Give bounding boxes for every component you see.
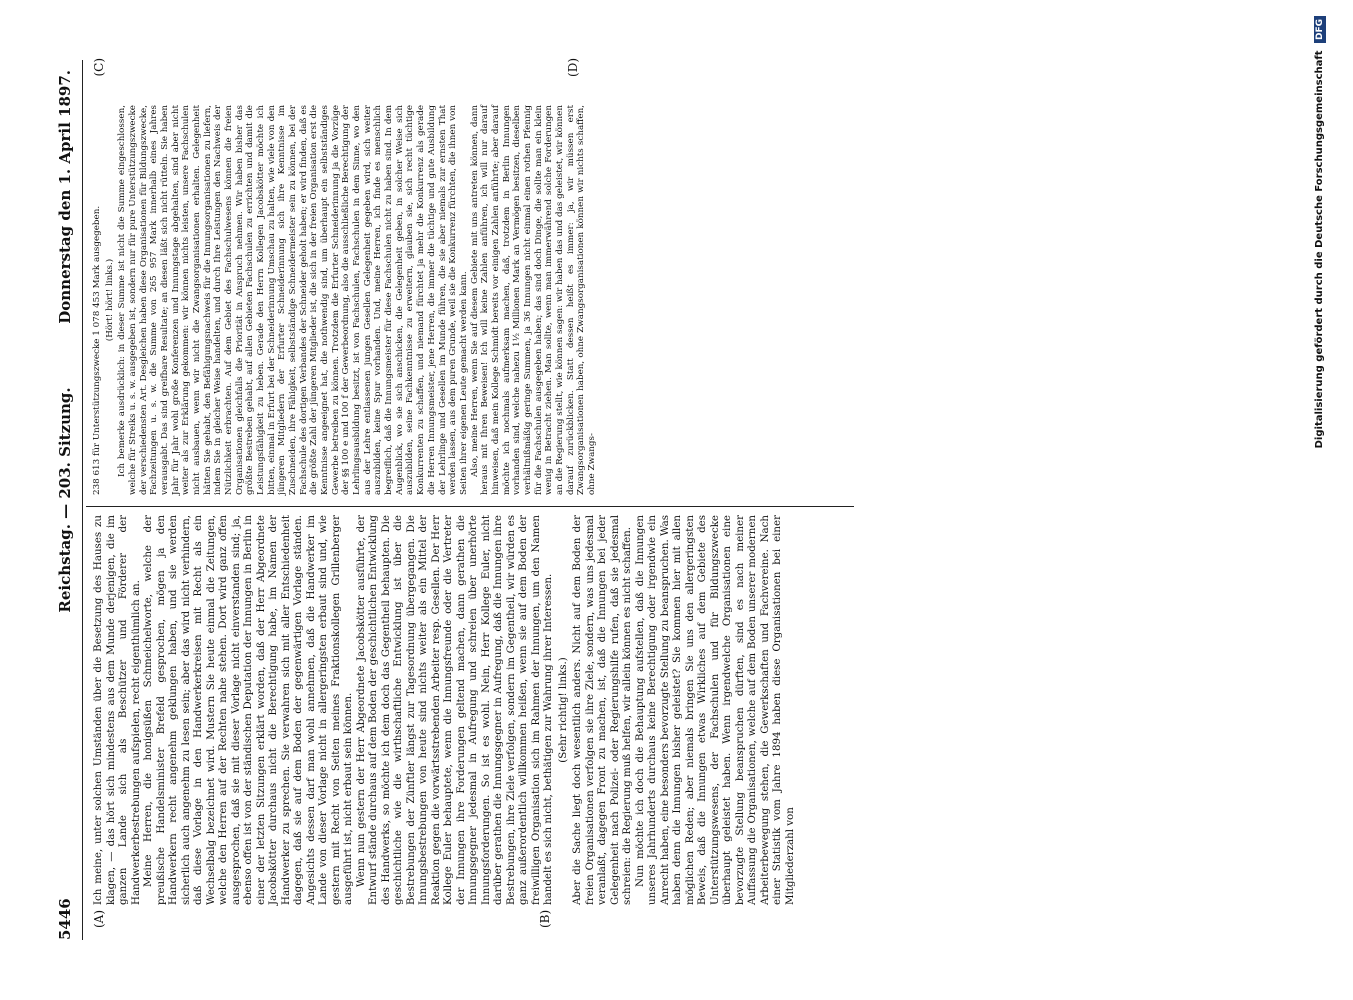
credit-text: Digitalisierung gefördert durch die Deutsche Forschungsgemeinschaft: [1314, 50, 1325, 449]
paragraph: Wenn nun gestern der Herr Abgeordnete Jacobskötter ausführte, der Entwurf stände durchaus auf dem Boden der geschichtlichen Entwicklung des Handwerks, so möchte ich dem doch das Gegentheil behaupten. Die geschichtliche wie die wirthschaftliche Entwicklung ist über die Bestrebungen der Zünftler längst zur Tagesordnung übergegangen. Die Innungsbestrebungen von heute sind nichts weiter als ein Mittel der Reaktion gegen die vorwärtsstrebenden Arbeiter resp. Gesellen. Der Herr Kollege Euler behauptete, wenn die Innungsfreunde oder die Vertreter der Innungen ihre Forderungen geltend machen, dann gerathen die Innungsgegner jedesmal in Aufregung und schreien über unerhörte Innungsforderungen. So ist es wohl. Nein, Herr Kollege Euler, nicht darüber gerathen die Innungsgegner in Aufregung, daß die Innungen ihre Bestrebungen, ihre Ziele verfolgen, sondern im Gegentheil, wir würden es ganz außerordentlich willkommen heißen, wenn sie auf dem Boden der freiwilligen Organisation sich im Rahmen der Innungen, um den Namen handelt es sich nicht, bethätigen zur Wahrung ihrer Interessen.: [354, 515, 554, 905]
paragraph: Nun möchte ich doch die Behauptung aufstellen, daß die Innungen unseres Jahrhunderts durchaus keine Berechtigung oder irgendwie ein Anrecht haben, eine besonders bevorzugte Stellung zu beanspruchen. Was haben denn die Innungen bisher geleistet? Sie kommen hier mit allen möglichen Reden; aber niemals bringen Sie uns den allergeringsten Beweis, daß die Innungen etwas Wirkliches auf dem Gebiete des Unterstützungswesens, der Fachschulen und für Bildungszwecke überhaupt geleistet haben. Wenn irgendwelche Organisationen eine bevorzugte Stellung beanspruchen dürften, sind es nach meiner Auffassung die Organisationen, welche auf dem Boden unserer modernen Arbeiterbewegung stehen, die Gewerkschaften und Fachvereine. Nach einer Statistik vom Jahre 1894 haben diese Organisationen bei einer Mitgliederzahl von: [633, 515, 796, 905]
running-title: Reichstag. — 203. Sitzung.: [56, 387, 74, 613]
paragraph: 238 613 für Unterstützungszwecke 1 078 453 Mark ausgegeben.: [92, 205, 102, 495]
margin-mark-d: (D): [566, 58, 580, 77]
interjection: (Sehr richtig! links.): [556, 657, 569, 763]
margin-mark-c: (C): [92, 58, 106, 77]
page-number: 5446: [56, 898, 74, 940]
digitization-credit: [1314, 16, 1326, 448]
header-rule: [82, 60, 83, 940]
paragraph: Meine Herren, die honigsüßen Schmeichelworte, welche der preußische Handelsminister Brefeld gesprochen, mögen ja den Handwerkern recht angenehm geklungen haben, und sie werden sicherlich auch angenehm zu lesen sein; aber das wird nicht verhindern, daß diese Vorlage in den Handwerkerkreisen mit Recht als ein Wechselbalg bezeichnet wird. Mustern Sie heute einmal die Zeitungen, welche den Herren auf der Rechten nahe stehen. Dort wird ganz offen ausgesprochen, daß sie mit dieser Vorlage nicht einverstanden sind; ja, ebenso offen ist von der ständischen Deputation der Innungen in Berlin in einer der letzten Sitzungen erklärt worden, daß der Herr Abgeordnete Jacobskötter durchaus nicht die Berechtigung habe, im Namen der Handwerker zu sprechen. Sie verwahren sich mit aller Entschiedenheit dagegen, daß sie auf dem Boden der gegenwärtigen Vorlage ständen. Angesichts dessen darf man wohl annehmen, daß die Handwerker im Lande von dieser Vorlage nicht in allergeringsten erbaut sind und, wie gestern mit Recht von Seiten meines Fraktionskollegen Grillenberger ausgeführt ist, nicht erbaut sein können.: [142, 515, 354, 905]
paragraph: Aber die Sache liegt doch wesentlich anders. Nicht auf dem Boden der freien Organisationen verfolgen sie ihre Ziele, sondern, was uns jedesmal veranlaßt, dagegen Front zu machen, ist, daß die Innungen bei jeder Gelegenheit nach Polizei- oder Regierungshilfe rufen, daß sie jedesmal schreien: die Regierung muß helfen, wir allein können es nicht schaffen.: [571, 515, 633, 905]
margin-mark-b: (B): [538, 909, 552, 928]
paragraph: Ich meine, unter solchen Umständen über die Besetzung des Hauses zu klagen, — das hört sich mindestens aus dem Munde derjenigen, die im ganzen Lande sich als Beschützer und Förderer der Handwerkerbestrebungen aufspielen, recht eigenthümlich an.: [92, 515, 142, 905]
right-text-column: [92, 105, 612, 495]
dfg-logo: DFG: [1314, 16, 1326, 43]
paragraph: Ich bemerke ausdrücklich: in dieser Summe ist nicht die Summe eingeschlossen, welche für Streiks u. s. w. ausgegeben ist, sondern nur für pure Unterstützungszwecke der verschiedensten Art. Desgleichen haben diese Organisationen für Bildungszwecke, Fachzeitungen u. s. w. die Summe von 265 957 Mark innerhalb eines Jahres verausgabt. Das sind greifbare Resultate; an diesen läßt sich nicht rütteln. Sie haben Jahr für Jahr wohl große Konferenzen und Innungstage abgehalten, sind aber nicht weiter als zur Erklärung gekommen: wir können nichts leisten, unsere Fachschulen nicht ausbauen, wenn wir nicht die Zwangsorganisationen erhalten. Gelegenheit hätten Sie gehabt, den Befähigungsnachweis für die Innungsorganisationen zu liefern, indem Sie in gleicher Weise handelten, und durch Ihre Leistungen den Nachweis der Nützlichkeit erbrachten. Auf dem Gebiet des Fachschulwesens können die freien Organisationen gleichfalls die Priorität in Anspruch nehmen. Wir haben bisher das größte Bestreben gehabt, auf allen Gebieten Fachschulen zu errichten und damit die Leistungsfähigkeit zu heben. Gerade den Herrn Kollegen Jacobskötter möchte ich bitten, einmal in Erfurt bei der Schneiderinnung Umschau zu halten, wie viele von den jüngeren Mitgliedern der Erfurter Schneiderinnung sich ihre Kenntnisse im Zuschneiden, ihre Fähigkeit, selbstständige Schneidermeister sein zu können, bei der Fachschule des dortigen Verbandes der Schneider geholt haben; er wird finden, daß es die größte Zahl der jüngeren Mitglieder ist, die sich in der freien Organisation erst die Kenntnisse angeeignet hat, die nothwendig sind, um überhaupt ein selbstständiges Gewerbe betreiben zu können. Trotzdem die Erfurter Schneiderinnung ja die Vorzüge der §§ 100 e und 100 f der Gewerbeordnung, also die ausschließliche Berechtigung der Lehrlingsausbildung besitzt, ist von Fachschulen, Fachschulen in dem Sinne, wo den aus der Lehre entlassenen jungen Gesellen Gelegenheit gegeben wird, sich weiter auszubilden, keine Spur vorhanden. Und, meine Herren, ich finde es menschlich begreiflich, daß die Innungsmeister für diese Fachschulen nicht zu haben sind. In dem Augenblick, wo sie sich anschicken, die Gelegenheit geben, in solcher Weise sich auszubilden, seine Fachkenntnisse zu erweitern, glauben sie, sich recht tüchtige Konkurrenten zu schaffen, und niemand fürchtet ja mehr die Konkurrenz als gerade die Herren Innungsmeister, jene Herren, die immer die tüchtige und gute Ausbildung der Lehrlinge und Gesellen im Munde führen, die sie aber niemals zur ernsten That werden lassen, aus dem puren Grunde, weil sie die Konkurrenz fürchten, die ihnen von Seiten ihrer eigenen Leute gemacht werden kann.: [117, 105, 469, 495]
session-date: Donnerstag den 1. April 1897.: [56, 70, 74, 324]
interjection: (Hört! hört! links.): [104, 258, 115, 342]
paragraph: Also, meine Herren, wenn Sie auf diesem Gebiete mit uns antreten können, dann heraus mit Ihren Beweisen! Ich will keine Zahlen anführen, ich will nur darauf hinweisen, daß mein Kollege Schmidt bereits vor einigen Zahlen anführte; aber darauf möchte ich nochmals aufmerksam machen, daß, trotzdem in Berlin Innungen vorhanden sind, welche nahezu 1½ Millionen Mark an Vermögen besitzen, dieselben verhältnißmäßig geringe Summen, ja 36 Innungen nicht einmal einen rothen Pfennig für die Fachschulen ausgegeben haben; das sind doch Dinge, die sollte man ein klein wenig in Betracht ziehen. Man sollte, wenn man immerwährend solche Forderungen an die Regierung stellt, wie können sagen: wir haben das und das geleistet, wir können darauf zurückblicken. Statt dessen heißt es immer: ja, wir müssen erst Zwangsorganisationen haben, ohne Zwangsorganisationen können wir nichts schaffen, ohne Zwangs-: [469, 105, 597, 495]
left-text-column: [92, 515, 837, 905]
column-divider: [86, 506, 854, 507]
margin-mark-a: (A): [92, 909, 106, 928]
